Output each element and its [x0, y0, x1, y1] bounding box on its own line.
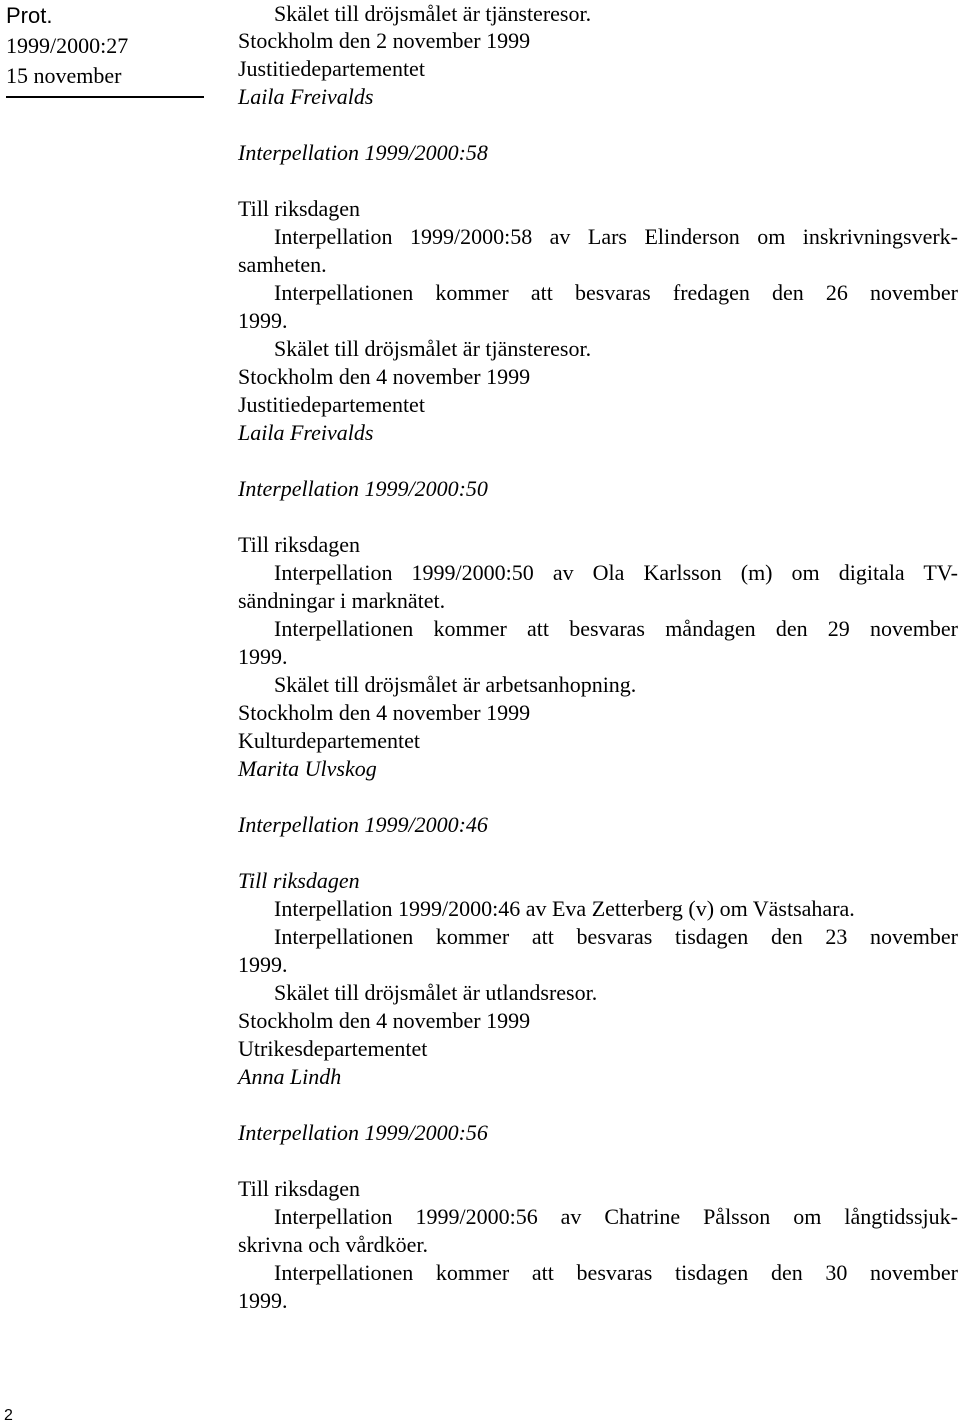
reason-line: Skälet till dröjsmålet är tjänsteresor. [274, 336, 592, 361]
body-line: Interpellationen kommer att besvaras fredagen den 26 november [274, 280, 958, 305]
margin-rule [6, 96, 204, 98]
addressee-line: Till riksdagen [238, 532, 361, 557]
body-line: Interpellationen kommer att besvaras måndagen den 29 november [274, 616, 958, 641]
reason-line: Skälet till dröjsmålet är utlandsresor. [274, 980, 598, 1005]
body-line: 1999. [238, 308, 288, 333]
body-line: Interpellation 1999/2000:56 av Chatrine Pålsson om långtidssjuk- [274, 1204, 958, 1229]
body-line: samheten. [238, 252, 327, 277]
prot-date: 15 november [6, 63, 122, 88]
interpellation-heading: Interpellation 1999/2000:46 [238, 812, 488, 837]
body-line: 1999. [238, 952, 288, 977]
page-number: 2 [4, 1407, 13, 1424]
body-line: sändningar i marknätet. [238, 588, 446, 613]
reason-line: Skälet till dröjsmålet är tjänsteresor. [274, 1, 592, 26]
body-line: Interpellation 1999/2000:46 av Eva Zetterberg (v) om Västsahara. [274, 896, 855, 921]
body-line: 1999. [238, 644, 288, 669]
interpellation-heading: Interpellation 1999/2000:58 [238, 140, 488, 165]
date-line: Stockholm den 4 november 1999 [238, 364, 531, 389]
interpellation-heading: Interpellation 1999/2000:56 [238, 1120, 488, 1145]
date-line: Stockholm den 4 november 1999 [238, 700, 531, 725]
minister-signature: Marita Ulvskog [238, 756, 377, 781]
minister-signature: Laila Freivalds [238, 84, 374, 109]
reason-line: Skälet till dröjsmålet är arbetsanhopning. [274, 672, 637, 697]
department-line: Utrikesdepartementet [238, 1036, 428, 1061]
date-line: Stockholm den 2 november 1999 [238, 28, 531, 53]
prot-number: 1999/2000:27 [6, 33, 129, 58]
body-line: Interpellationen kommer att besvaras tisdagen den 30 november [274, 1260, 958, 1285]
body-line: Interpellation 1999/2000:50 av Ola Karlsson (m) om digitala TV- [274, 560, 958, 585]
body-line: Interpellationen kommer att besvaras tisdagen den 23 november [274, 924, 958, 949]
interpellation-heading: Interpellation 1999/2000:50 [238, 476, 488, 501]
addressee-line: Till riksdagen [238, 196, 361, 221]
minister-signature: Laila Freivalds [238, 420, 374, 445]
addressee-line: Till riksdagen [238, 868, 360, 893]
department-line: Kulturdepartementet [238, 728, 421, 753]
department-line: Justitiedepartementet [238, 56, 425, 81]
date-line: Stockholm den 4 november 1999 [238, 1008, 531, 1033]
body-line: skrivna och vårdköer. [238, 1232, 428, 1257]
minister-signature: Anna Lindh [238, 1064, 342, 1089]
prot-label: Prot. [6, 3, 53, 28]
body-line: Interpellation 1999/2000:58 av Lars Elinderson om inskrivningsverk- [274, 224, 958, 249]
addressee-line: Till riksdagen [238, 1176, 361, 1201]
department-line: Justitiedepartementet [238, 392, 425, 417]
body-line: 1999. [238, 1288, 288, 1313]
